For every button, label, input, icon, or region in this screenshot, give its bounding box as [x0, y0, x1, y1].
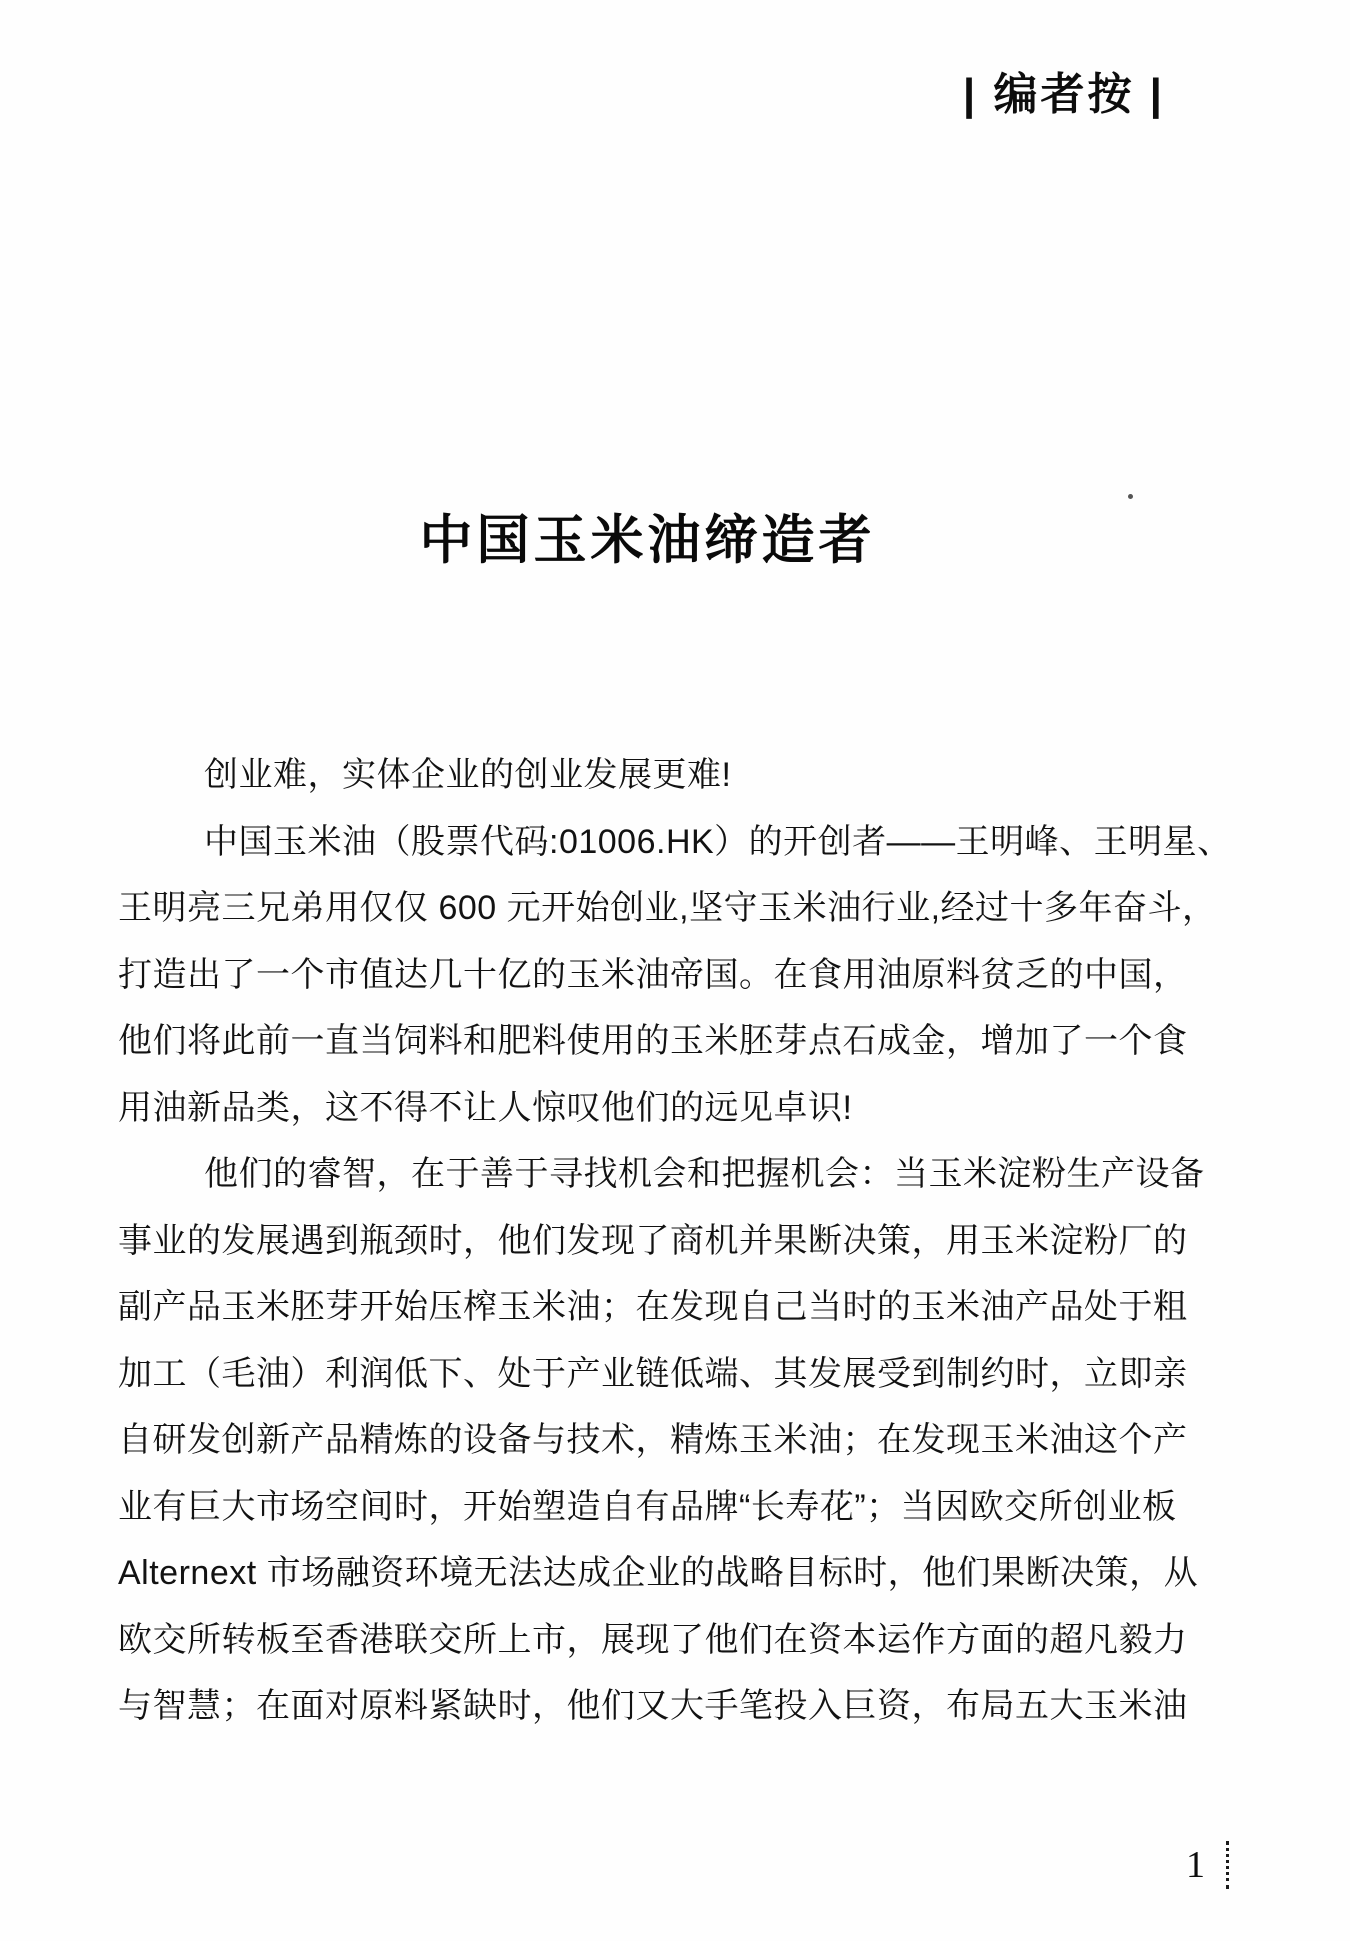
body-line-6: 用油新品类，这不得不让人惊叹他们的远见卓识!: [118, 1088, 853, 1127]
body-line-11: 自研发创新产品精炼的设备与技术，精炼玉米油；在发现玉米油这个产: [118, 1421, 1188, 1459]
body-line-4: 打造出了一个市值达几十亿的玉米油帝国。在食用油原料贫乏的中国，: [118, 955, 1188, 994]
body-line-14: 欧交所转板至香港联交所上市，展现了他们在资本运作方面的超凡毅力: [118, 1620, 1188, 1659]
stray-print-dot: [1128, 494, 1133, 499]
body-line-12: 业有巨大市场空间时，开始塑造自有品牌“长寿花”；当因欧交所创业板: [118, 1487, 1177, 1526]
body-line-9: 副产品玉米胚芽开始压榨玉米油；在发现自己当时的玉米油产品处于粗: [118, 1288, 1188, 1326]
body-line-2: 中国玉米油（股票代码:01006.HK）的开创者——王明峰、王明星、: [204, 822, 1232, 861]
body-line-5: 他们将此前一直当饲料和肥料使用的玉米胚芽点石成金，增加了一个食: [118, 1022, 1188, 1060]
page-number-dotted-rule: [1226, 1841, 1229, 1889]
page-number: 1: [1186, 1844, 1205, 1886]
body-line-8: 事业的发展遇到瓶颈时，他们发现了商机并果断决策，用玉米淀粉厂的: [118, 1221, 1188, 1260]
body-line-15: 与智慧；在面对原料紧缺时，他们又大手笔投入巨资，布局五大玉米油: [118, 1687, 1188, 1725]
body-line-3: 王明亮三兄弟用仅仅 600 元开始创业,坚守玉米油行业,经过十多年奋斗，: [118, 889, 1217, 927]
body-line-13: Alternext 市场融资环境无法达成企业的战略目标时，他们果断决策，从: [118, 1554, 1199, 1592]
chapter-title: 中国玉米油缔造者: [419, 511, 876, 570]
body-line-10: 加工（毛油）利润低下、处于产业链低端、其发展受到制约时，立即亲: [118, 1354, 1188, 1393]
editors-note-banner: | 编者按 |: [962, 70, 1165, 119]
body-text-block: [118, 742, 1232, 1740]
body-line-1: 创业难，实体企业的创业发展更难!: [204, 756, 732, 794]
body-line-7: 他们的睿智，在于善于寻找机会和把握机会：当玉米淀粉生产设备: [204, 1155, 1205, 1193]
